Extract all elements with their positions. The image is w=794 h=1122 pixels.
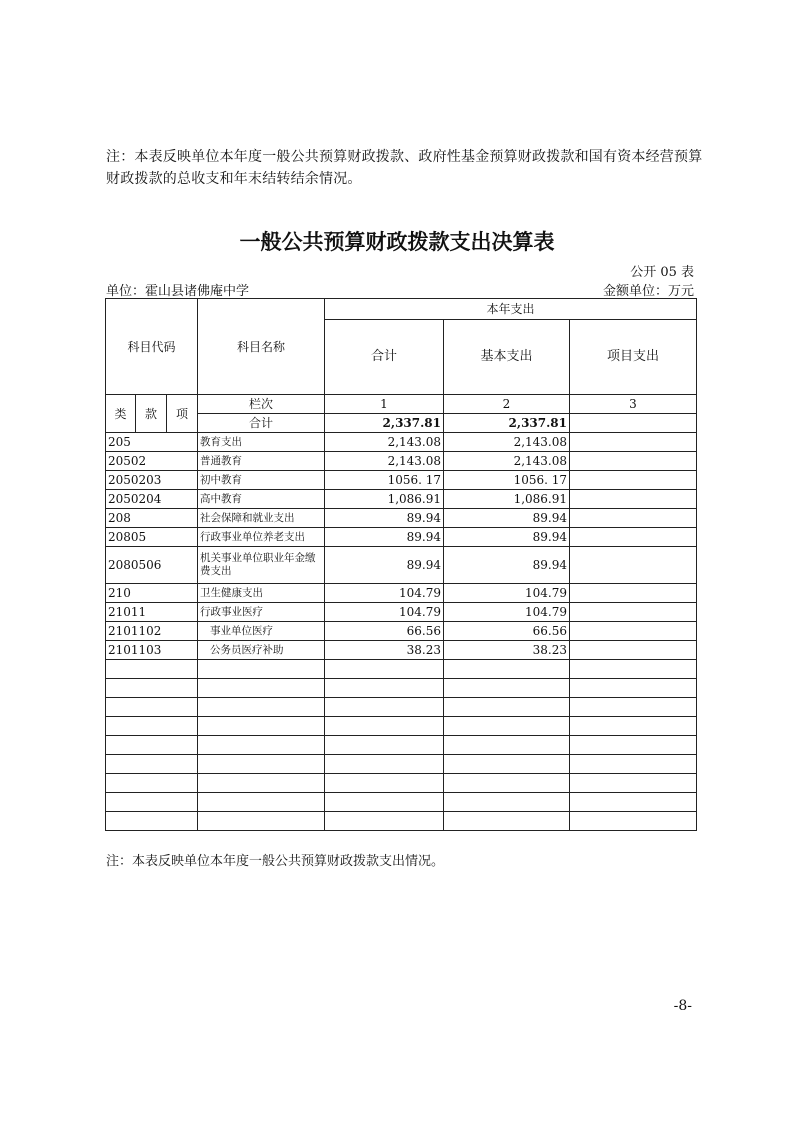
row-subject-name: 行政事业医疗 <box>198 603 325 622</box>
empty-row <box>106 812 697 831</box>
row-project <box>570 433 697 452</box>
empty-cell <box>444 755 570 774</box>
row-total: 38.23 <box>325 641 444 660</box>
row-project <box>570 622 697 641</box>
table-row <box>106 528 697 547</box>
page-number: -8- <box>673 998 692 1014</box>
row-total: 1,086.91 <box>325 490 444 509</box>
empty-cell <box>325 793 444 812</box>
row-project <box>570 528 697 547</box>
empty-cell <box>325 736 444 755</box>
empty-row <box>106 774 697 793</box>
amount-unit: 金额单位：万元 <box>602 284 694 299</box>
row-project <box>570 547 697 584</box>
table-row <box>106 471 697 490</box>
row-basic: 38.23 <box>444 641 570 660</box>
empty-cell <box>106 717 198 736</box>
row-code: 2050203 <box>106 471 198 490</box>
row-basic: 2,143.08 <box>444 452 570 471</box>
empty-cell <box>444 793 570 812</box>
row-project <box>570 509 697 528</box>
row-code: 20805 <box>106 528 198 547</box>
sum-label: 合计 <box>198 414 325 433</box>
empty-cell <box>570 698 697 717</box>
header-basic: 基本支出 <box>444 320 570 395</box>
header-project: 项目支出 <box>570 320 697 395</box>
table-row <box>106 490 697 509</box>
row-subject-name: 机关事业单位职业年金缴费支出 <box>198 547 325 584</box>
empty-row <box>106 679 697 698</box>
empty-cell <box>106 774 198 793</box>
row-basic: 1,086.91 <box>444 490 570 509</box>
table-row <box>106 603 697 622</box>
empty-cell <box>106 660 198 679</box>
column-index-2: 2 <box>444 395 570 414</box>
empty-cell <box>325 698 444 717</box>
empty-cell <box>198 660 325 679</box>
empty-row <box>106 698 697 717</box>
table-row <box>106 547 697 584</box>
column-index-1: 1 <box>325 395 444 414</box>
empty-cell <box>570 736 697 755</box>
empty-cell <box>570 679 697 698</box>
table-row <box>106 509 697 528</box>
row-subject-name: 事业单位医疗 <box>198 622 325 641</box>
empty-row <box>106 755 697 774</box>
column-index-label: 栏次 <box>198 395 325 414</box>
sum-total: 2,337.81 <box>325 414 444 433</box>
empty-row <box>106 736 697 755</box>
empty-cell <box>570 812 697 831</box>
table-row <box>106 452 697 471</box>
row-subject-name: 教育支出 <box>198 433 325 452</box>
row-code: 205 <box>106 433 198 452</box>
empty-cell <box>570 774 697 793</box>
row-total: 1056. 17 <box>325 471 444 490</box>
row-basic: 66.56 <box>444 622 570 641</box>
unit-label: 单位：霍山县诸佛庵中学 <box>106 284 250 299</box>
row-project <box>570 584 697 603</box>
row-subject-name: 高中教育 <box>198 490 325 509</box>
empty-cell <box>325 774 444 793</box>
empty-cell <box>106 793 198 812</box>
table-row <box>106 622 697 641</box>
sum-basic: 2,337.81 <box>444 414 570 433</box>
header-subject-code: 科目代码 <box>106 299 198 395</box>
empty-cell <box>198 698 325 717</box>
header-total: 合计 <box>325 320 444 395</box>
row-project <box>570 471 697 490</box>
empty-cell <box>198 717 325 736</box>
row-total: 2,143.08 <box>325 452 444 471</box>
row-basic: 104.79 <box>444 603 570 622</box>
sum-project <box>570 414 697 433</box>
empty-cell <box>570 660 697 679</box>
row-project <box>570 452 697 471</box>
empty-cell <box>198 774 325 793</box>
empty-cell <box>444 717 570 736</box>
empty-cell <box>325 660 444 679</box>
row-total: 104.79 <box>325 584 444 603</box>
row-code: 2050204 <box>106 490 198 509</box>
row-basic: 89.94 <box>444 528 570 547</box>
header-kuan: 款 <box>136 395 167 433</box>
row-code: 2101102 <box>106 622 198 641</box>
header-subject-name: 科目名称 <box>198 299 325 395</box>
bottom-note: 注：本表反映单位本年度一般公共预算财政拨款支出情况。 <box>106 854 445 869</box>
row-code: 2101103 <box>106 641 198 660</box>
row-total: 89.94 <box>325 547 444 584</box>
row-subject-name: 行政事业单位养老支出 <box>198 528 325 547</box>
empty-row <box>106 660 697 679</box>
row-basic: 89.94 <box>444 547 570 584</box>
row-subject-name: 普通教育 <box>198 452 325 471</box>
empty-cell <box>325 755 444 774</box>
empty-cell <box>198 793 325 812</box>
row-total: 89.94 <box>325 528 444 547</box>
row-subject-name: 公务员医疗补助 <box>198 641 325 660</box>
row-total: 66.56 <box>325 622 444 641</box>
empty-cell <box>570 717 697 736</box>
empty-cell <box>325 679 444 698</box>
table-title: 一般公共预算财政拨款支出决算表 <box>239 230 555 254</box>
row-subject-name: 卫生健康支出 <box>198 584 325 603</box>
table-row <box>106 584 697 603</box>
row-code: 2080506 <box>106 547 198 584</box>
row-basic: 1056. 17 <box>444 471 570 490</box>
empty-cell <box>106 679 198 698</box>
row-total: 89.94 <box>325 509 444 528</box>
expenditure-table <box>105 298 697 831</box>
empty-cell <box>444 812 570 831</box>
empty-cell <box>198 812 325 831</box>
row-code: 210 <box>106 584 198 603</box>
empty-cell <box>325 812 444 831</box>
row-code: 20502 <box>106 452 198 471</box>
header-lei: 类 <box>106 395 136 433</box>
row-basic: 89.94 <box>444 509 570 528</box>
empty-cell <box>444 736 570 755</box>
empty-row <box>106 717 697 736</box>
table-row <box>106 433 697 452</box>
empty-cell <box>325 717 444 736</box>
row-total: 2,143.08 <box>325 433 444 452</box>
row-project <box>570 490 697 509</box>
header-this-year: 本年支出 <box>325 299 697 320</box>
empty-cell <box>198 679 325 698</box>
row-basic: 104.79 <box>444 584 570 603</box>
empty-cell <box>106 736 198 755</box>
empty-cell <box>106 698 198 717</box>
row-project <box>570 603 697 622</box>
empty-cell <box>444 698 570 717</box>
row-basic: 2,143.08 <box>444 433 570 452</box>
empty-cell <box>106 755 198 774</box>
row-subject-name: 初中教育 <box>198 471 325 490</box>
empty-cell <box>444 660 570 679</box>
row-subject-name: 社会保障和就业支出 <box>198 509 325 528</box>
empty-cell <box>198 736 325 755</box>
empty-cell <box>106 812 198 831</box>
column-index-3: 3 <box>570 395 697 414</box>
row-code: 21011 <box>106 603 198 622</box>
form-number: 公开 05 表 <box>630 265 694 280</box>
empty-cell <box>198 755 325 774</box>
table-row <box>106 641 697 660</box>
row-project <box>570 641 697 660</box>
row-code: 208 <box>106 509 198 528</box>
empty-row <box>106 793 697 812</box>
empty-cell <box>570 793 697 812</box>
empty-cell <box>444 679 570 698</box>
row-total: 104.79 <box>325 603 444 622</box>
header-xiang: 项 <box>167 395 198 433</box>
top-note: 注：本表反映单位本年度一般公共预算财政拨款、政府性基金预算财政拨款和国有资本经营预算财政拨款的总收支和年末结转结余情况。 <box>106 149 703 187</box>
empty-cell <box>570 755 697 774</box>
empty-cell <box>444 774 570 793</box>
